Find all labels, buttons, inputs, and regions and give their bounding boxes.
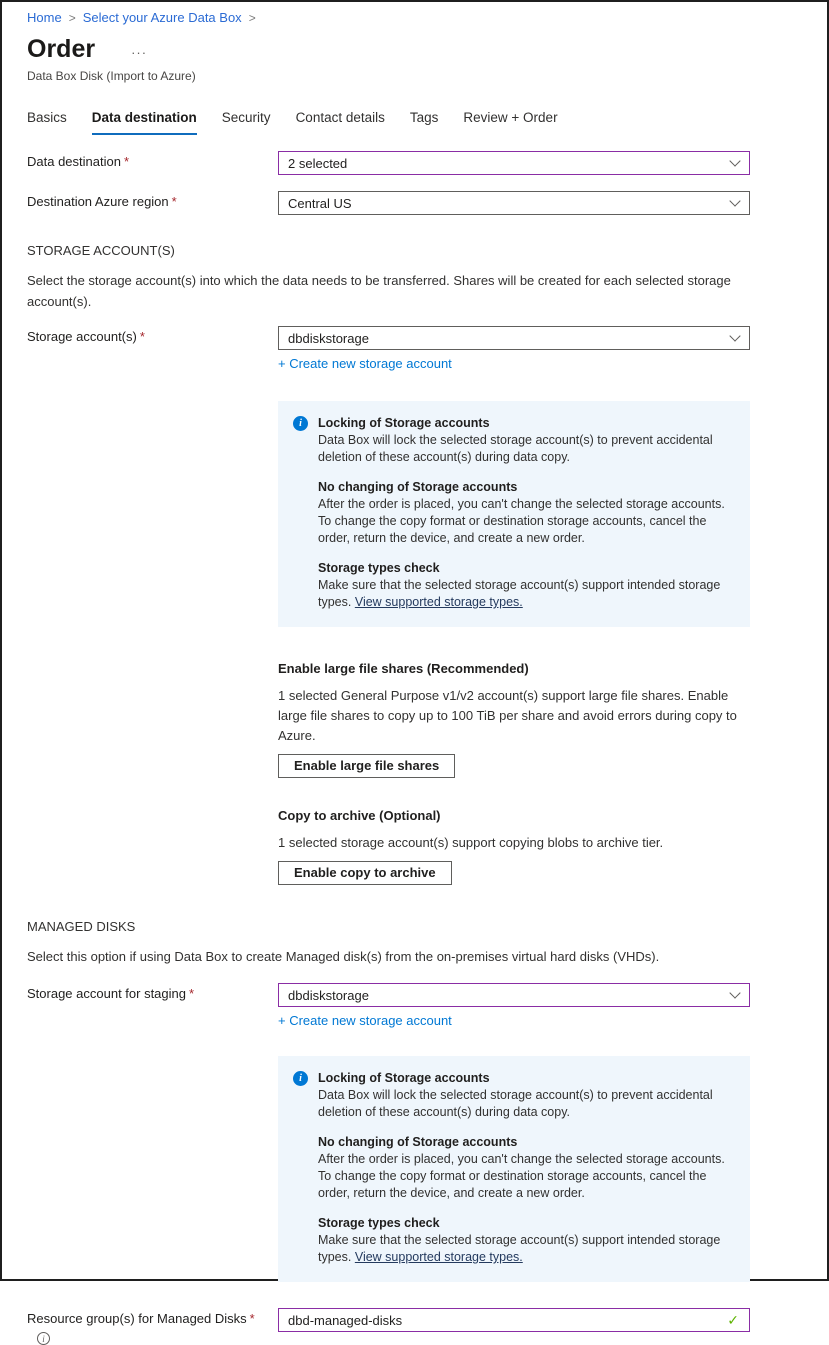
label-text: Data destination [27,154,121,169]
create-storage-account-link[interactable]: + Create new storage account [278,356,452,371]
required-marker: * [123,154,130,169]
resource-group-label [27,1308,278,1345]
breadcrumb-home-link[interactable]: Home [27,10,62,25]
infobox-item-body: Data Box will lock the selected storage account(s) to prevent accidental deletion of these account(s) during data copy. [318,1088,713,1119]
large-file-shares-block [278,661,750,778]
breadcrumb-separator-icon: > [68,10,76,25]
create-staging-storage-account-link[interactable]: + Create new storage account [278,1013,452,1028]
storage-accounts-heading: STORAGE ACCOUNT(S) [27,243,175,258]
info-icon: i [293,1071,308,1086]
copy-archive-description: 1 selected storage account(s) support copying blobs to archive tier. [278,835,664,850]
storage-lock-infobox [278,401,750,627]
resource-group-info-icon[interactable]: i [37,1332,50,1345]
storage-accounts-description: Select the storage account(s) into which the data needs to be transferred. Shares will be created for each selected storage account(s). [27,273,731,309]
staging-account-value: dbdiskstorage [288,987,369,1003]
view-supported-storage-types-link[interactable]: View supported storage types. [354,595,523,609]
valid-check-icon: ✓ [727,1311,739,1328]
copy-archive-block [278,808,750,885]
tab-bar [27,110,802,135]
required-marker: * [189,986,195,1001]
infobox-item-title: Locking of Storage accounts [318,416,490,430]
enable-copy-archive-button[interactable]: Enable copy to archive [278,861,452,885]
large-file-shares-heading: Enable large file shares (Recommended) [278,661,529,676]
infobox-item [318,1215,736,1266]
enable-large-file-shares-button[interactable]: Enable large file shares [278,754,455,778]
chevron-down-icon [729,987,740,998]
infobox-item-title: Locking of Storage accounts [318,1071,490,1085]
title-row [27,35,802,64]
infobox-item [318,479,736,547]
region-row [27,191,802,215]
tab-security[interactable]: Security [221,110,271,125]
required-marker: * [171,194,177,209]
data-destination-row [27,151,802,175]
chevron-down-icon [729,155,740,166]
resource-group-value: dbd-managed-disks [288,1312,403,1328]
staging-lock-infobox [278,1056,750,1282]
copy-archive-heading: Copy to archive (Optional) [278,808,441,823]
label-text: Storage account for staging [27,986,186,1001]
infobox-item-body [318,577,736,611]
staging-account-dropdown[interactable] [278,983,750,1007]
region-label [27,191,278,209]
data-destination-value: 2 selected [288,155,348,171]
managed-disks-description: Select this option if using Data Box to create Managed disk(s) from the on-premises virtual hard disks (VHDs). [27,949,660,964]
chevron-down-icon [729,330,740,341]
managed-disks-heading: MANAGED DISKS [27,919,136,934]
infobox-item-text: Make sure that the selected storage account(s) support intended storage types. [318,578,721,609]
infobox-item-text: Make sure that the selected storage account(s) support intended storage types. [318,1233,721,1264]
infobox-item-body: Data Box will lock the selected storage account(s) to prevent accidental deletion of these account(s) during data copy. [318,433,713,464]
tab-contact-details[interactable]: Contact details [295,110,385,125]
page-subtitle: Data Box Disk (Import to Azure) [27,69,196,83]
resource-group-input[interactable] [278,1308,750,1332]
region-dropdown[interactable] [278,191,750,215]
label-text: Storage account(s) [27,329,137,344]
tab-review-order[interactable]: Review + Order [463,110,558,125]
resource-group-row [27,1308,802,1345]
more-menu-icon[interactable]: ··· [131,45,148,60]
page-title: Order [27,35,96,63]
tab-tags[interactable]: Tags [409,110,439,125]
data-destination-dropdown[interactable] [278,151,750,175]
infobox-item-body: After the order is placed, you can't change the selected storage accounts. To change the copy format or destination storage accounts, cancel the order, return the device, and create a new order. [318,497,725,545]
chevron-down-icon [729,195,740,206]
staging-account-row [27,983,802,1030]
large-file-shares-description: 1 selected General Purpose v1/v2 account(s) support large file shares. Enable large file shares to copy up to 100 TiB per share and avoid errors during copy to Azure. [278,688,737,743]
infobox-item [318,1070,736,1121]
storage-account-dropdown[interactable] [278,326,750,350]
required-marker: * [249,1311,255,1326]
infobox-item-body [318,1232,736,1266]
infobox-item [318,560,736,611]
infobox-item-title: No changing of Storage accounts [318,1135,518,1149]
label-text: Destination Azure region [27,194,169,209]
storage-account-label [27,326,278,344]
infobox-item-body: After the order is placed, you can't change the selected storage accounts. To change the copy format or destination storage accounts, cancel the order, return the device, and create a new order. [318,1152,725,1200]
infobox-item-title: No changing of Storage accounts [318,480,518,494]
label-text: Resource group(s) for Managed Disks [27,1311,247,1326]
breadcrumb-separator-icon: > [248,10,256,25]
required-marker: * [139,329,145,344]
infobox-item-title: Storage types check [318,561,440,575]
tab-data-destination[interactable]: Data destination [92,110,197,135]
breadcrumb-select-databox-link[interactable]: Select your Azure Data Box [82,10,242,25]
infobox-item [318,415,736,466]
tab-basics[interactable]: Basics [27,110,67,125]
storage-account-row [27,326,802,373]
data-destination-label [27,151,278,169]
view-supported-storage-types-link[interactable]: View supported storage types. [354,1250,523,1264]
infobox-item [318,1134,736,1202]
storage-account-value: dbdiskstorage [288,330,369,346]
staging-account-label [27,983,278,1001]
region-value: Central US [288,195,352,211]
breadcrumb [27,10,802,25]
info-icon: i [293,416,308,431]
infobox-item-title: Storage types check [318,1216,440,1230]
